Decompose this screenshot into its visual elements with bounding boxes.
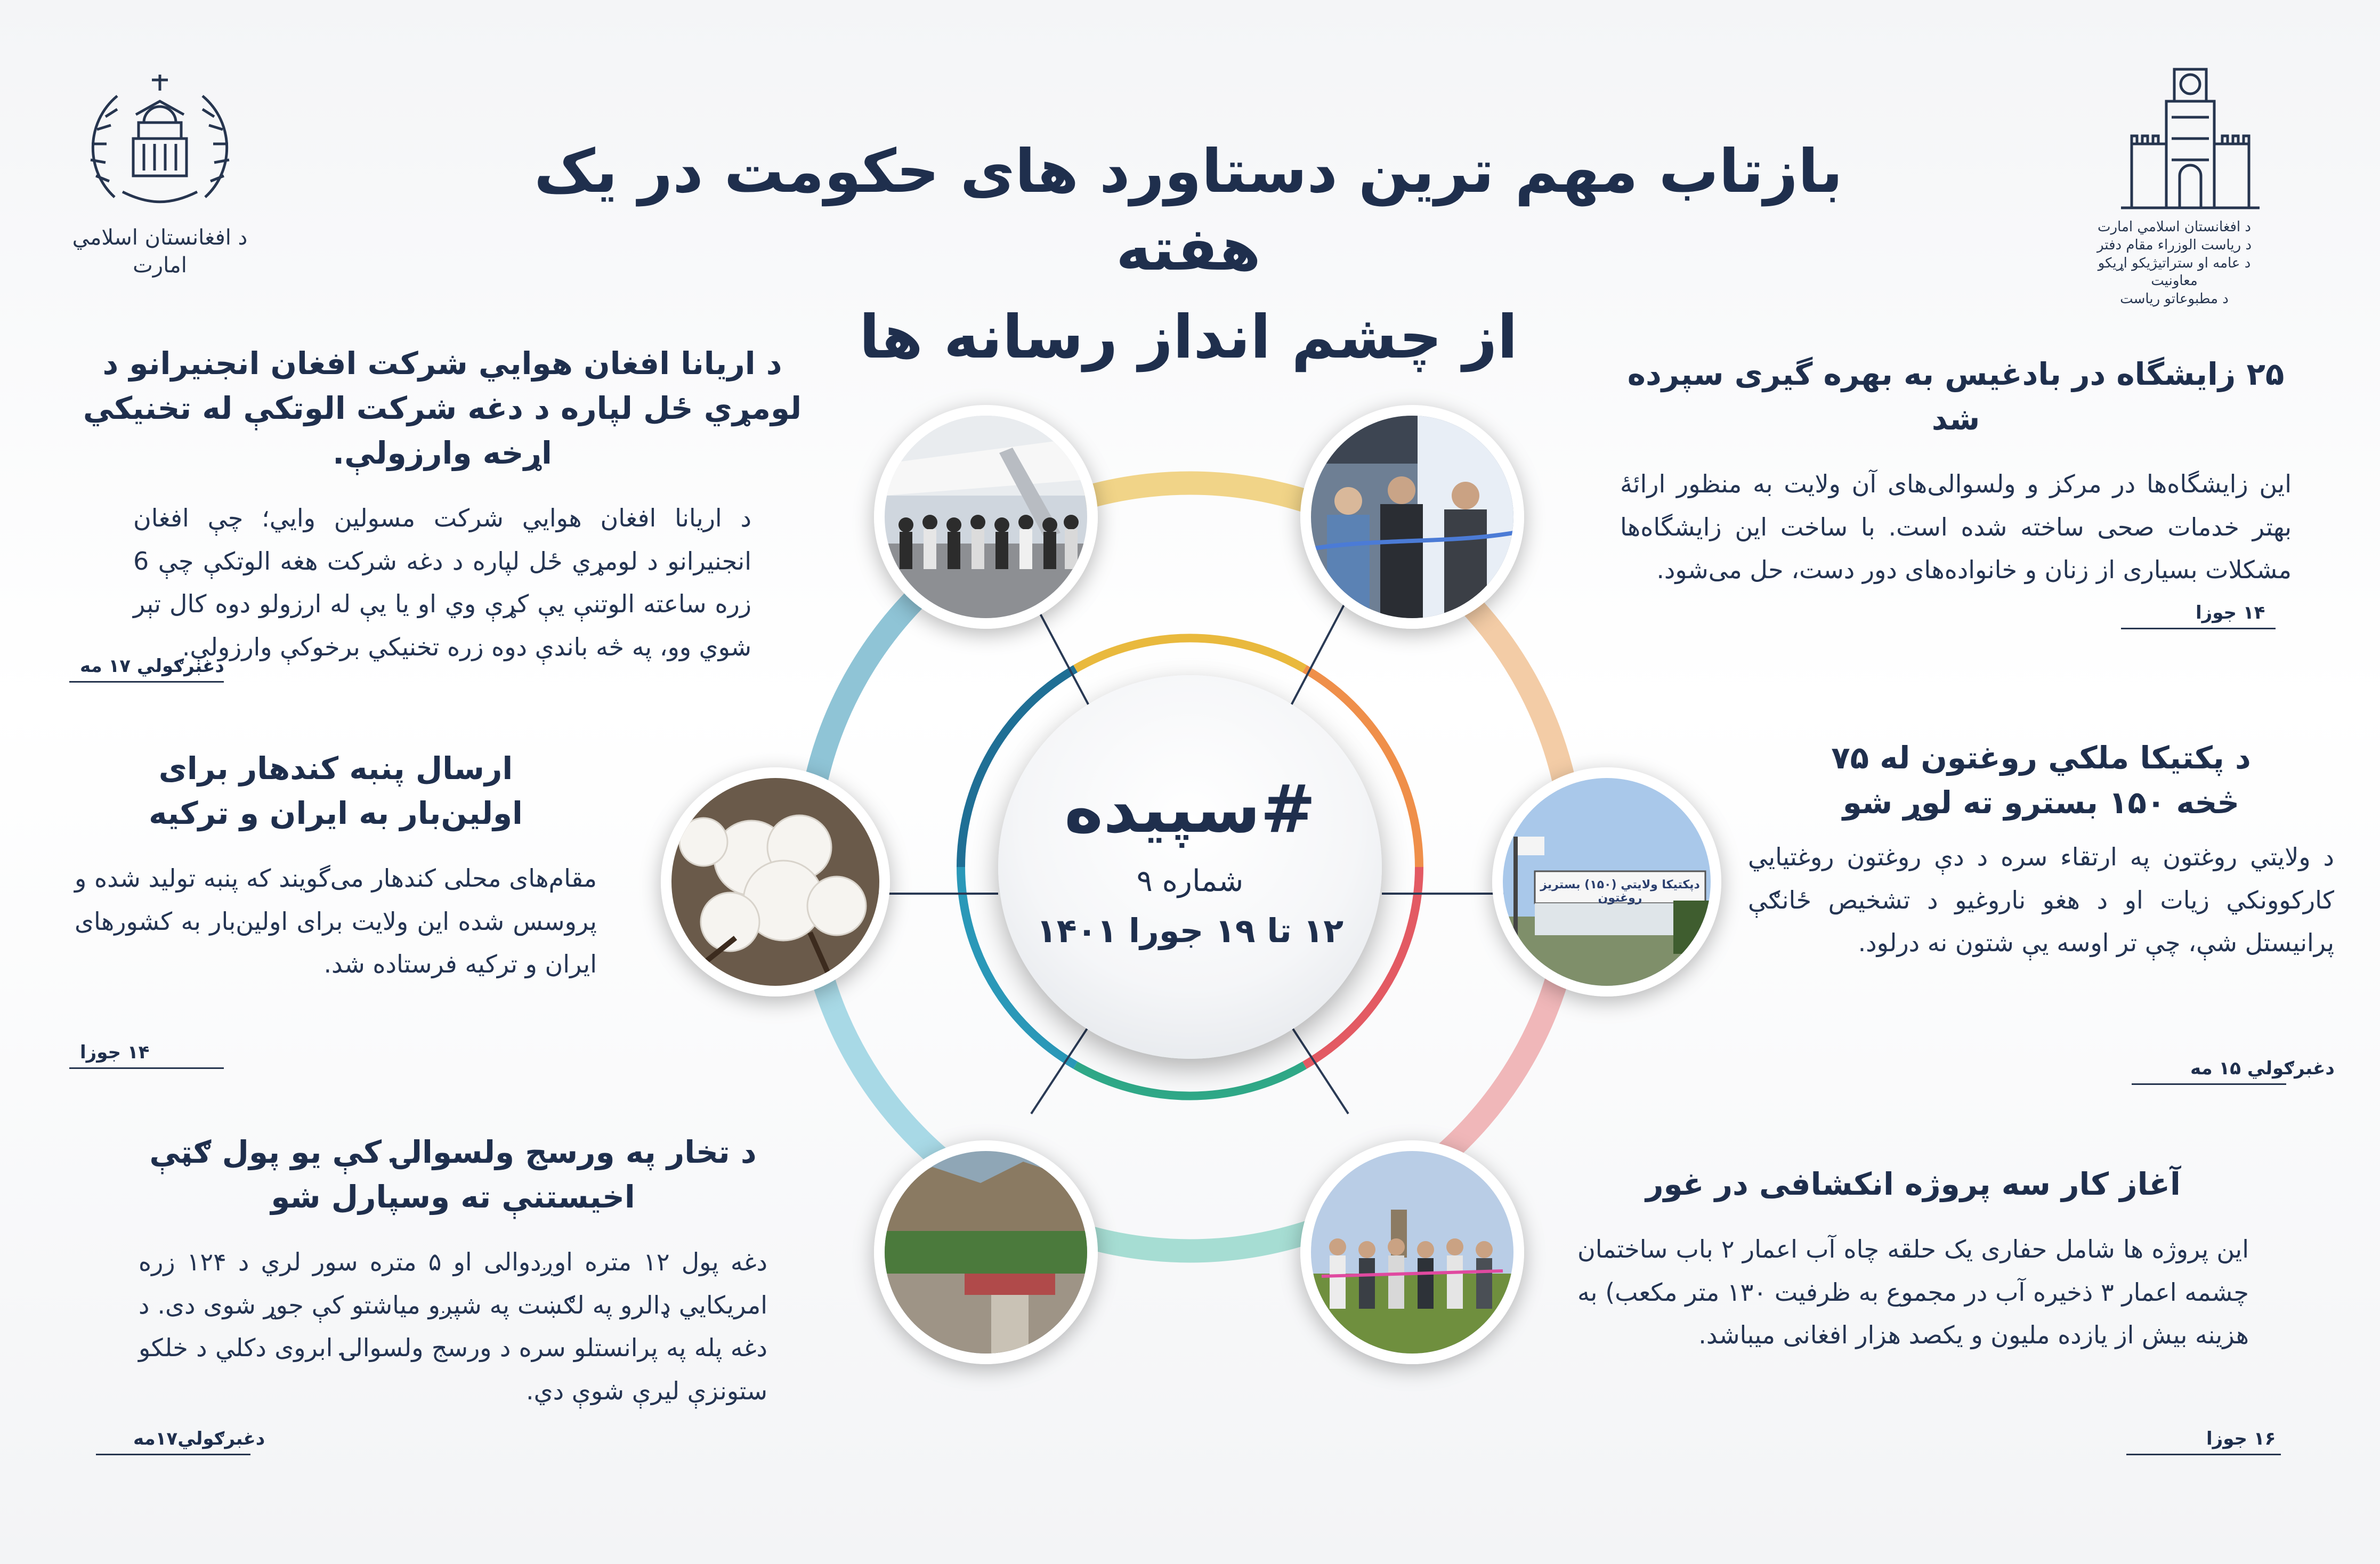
news-heading: آغاز کار سه پروژه انکشافی در غور <box>1646 1166 2181 1202</box>
news-body: این پروژه ها شامل حفاری یک حلقه چاه آب اعمار ۲ باب ساختمان چشمه اعمار ۳ ذخیره آب در مجموع به ظرفیت ۱۳۰ متر مکعب) به هزینه بیش از یازده ملیون و یکصد هزار افغانی میباشد. <box>1577 1235 2249 1350</box>
news-body: دغه پول ۱۲ متره اوږدوالی او ۵ متره سور لري د ۱۲۴ زره امریکایي ډالرو په لګښت په شپږو میاشتو کې جوړ شوی دی. د دغه پله په پرانستلو سره د ورسج ولسوالۍ ابروی دکلي د خلکو ستونزې لیرې شوې دي. <box>139 1247 768 1405</box>
office-caption-line: د مطبوعاتو رياست <box>2120 291 2229 307</box>
inner-ring-green <box>1075 1065 1305 1096</box>
cotton-icon <box>671 778 879 986</box>
photo-paktika-hospital <box>1492 767 1721 996</box>
photo-ghor-projects <box>1300 1140 1524 1364</box>
news-body: مقام‌های محلی کندهار می‌گویند که پنبه تولید شده و پروسس شده این ولایت برای اولین‌بار به کشورهای ایران و ترکیه فرستاده شد. <box>75 864 597 979</box>
news-heading: ارسال پنبه کندهار برای اولین‌بار به ایران و ترکیه <box>149 750 523 832</box>
news-body: د اریانا افغان هوايي شرکت مسولین وايي؛ چې افغان انجنیرانو د لومړي ځل لپاره د دغه شرکت هغه الوتکې چې 6 زره ساعته الوتنې يې کړې وي او يا يې له ارزولو دوه کال تېر شوي وو، په څه باندې دوه زره تخنیکي برخوکې وارزولې. <box>133 504 751 661</box>
date-label: دغبرګولي ۱۵ مه <box>2190 1058 2335 1079</box>
news-date <box>133 1428 265 1449</box>
news-heading: د تخار په ورسج ولسوالۍ کې یو پول ګټې اخیستنې ته وسپارل شو <box>149 1134 757 1215</box>
hospital-sign-text: دپکتیکا ولایتي (۱۵۰) بستریز روغتون <box>1540 878 1700 905</box>
title-line-2: از چشم انداز رسانه ها <box>859 303 1518 372</box>
news-item-ariana <box>69 341 815 668</box>
news-date <box>2190 1058 2335 1079</box>
date-label: ۱۶ جوزا <box>2206 1428 2276 1449</box>
date-underline <box>2126 1454 2281 1455</box>
date-label: دغبرګولي ۱۷ مه <box>80 655 224 677</box>
hashtag-title: #سپیده <box>1064 771 1316 848</box>
date-label: دغبرګولي۱۷مه <box>133 1428 265 1449</box>
date-label: ۱۴ جوزا <box>80 1042 150 1063</box>
news-item-badghis <box>1599 352 2313 591</box>
ceremony-group-icon <box>1311 1151 1513 1354</box>
photo-kandahar-cotton <box>661 767 890 996</box>
news-body: این زایشگاه‌ها در مرکز و ولسوالی‌های آن ولایت به منظور ارائۀ بهتر خدمات صحی ساخته شده است. با ساخت این زایشگاه‌ها مشکلات بسیاری از زنان و خانواده‌های دور دست، حل می‌شود. <box>1620 469 2292 585</box>
office-caption-line: د رياست الوزراء مقام دفتر <box>2096 237 2252 253</box>
photo-takhar-bridge <box>874 1140 1098 1364</box>
bridge-landscape-icon <box>885 1151 1087 1354</box>
photo-badghis-maternity <box>1300 405 1524 629</box>
news-date <box>80 1042 149 1063</box>
news-date <box>2206 1428 2276 1449</box>
office-caption-line: د افغانستان اسلامي امارت <box>2097 219 2251 235</box>
date-underline <box>2121 628 2276 629</box>
news-item-cotton <box>53 746 618 986</box>
news-heading: د اریانا افغان هوايي شرکت افغان انجنیرانو د لومړي ځل لپاره د دغه شرکت الوتکې له تخنیکي اړخه وارزولې. <box>83 345 802 472</box>
aircraft-crowd-icon <box>885 416 1087 618</box>
ribbon-cutting-icon <box>1311 416 1513 618</box>
news-heading: د پکتیکا ملکي روغتون له ۷۵ څخه ۱۵۰ بسترو ته لوړ شو <box>1831 740 2251 821</box>
photo-ariana-engineers <box>874 405 1098 629</box>
issue-number: شماره ۹ <box>1136 864 1244 898</box>
inner-ring-yellow <box>1075 638 1305 669</box>
news-heading: ۲۵ زایشگاه در بادغیس به بهره گیری سپرده شد <box>1627 356 2285 437</box>
date-underline <box>2132 1083 2286 1085</box>
date-label: ۱۴ جوزا <box>2196 602 2265 623</box>
news-item-paktika <box>1748 735 2334 965</box>
date-underline <box>69 681 224 683</box>
date-underline <box>69 1067 224 1069</box>
news-item-takhar <box>85 1130 821 1412</box>
news-date <box>80 655 224 677</box>
office-caption-line: د عامه او ستراتيژيکو اړيکو معاونيت <box>2098 255 2251 289</box>
emblem-caption: د افغانستان اسلامي امارت <box>72 225 248 278</box>
date-range: ۱۲ تا ۱۹ جورا ۱۴۰۱ <box>1036 911 1344 950</box>
date-underline <box>96 1454 250 1455</box>
news-date <box>2196 602 2265 623</box>
title-line-1: بازتاب مهم ترین دستاورد های حکومت در یک هفته <box>534 137 1843 284</box>
news-body: د ولايتي روغتون په ارتقاء سره د دې روغتون روغتیايي کارکوونکي زيات او د هغو ناروغیو د تشخیص ځانګې پرانیستل شې، چې تر اوسه يې شتون نه درلود. <box>1748 842 2334 958</box>
center-hub <box>998 675 1382 1059</box>
news-item-ghor <box>1535 1162 2292 1357</box>
